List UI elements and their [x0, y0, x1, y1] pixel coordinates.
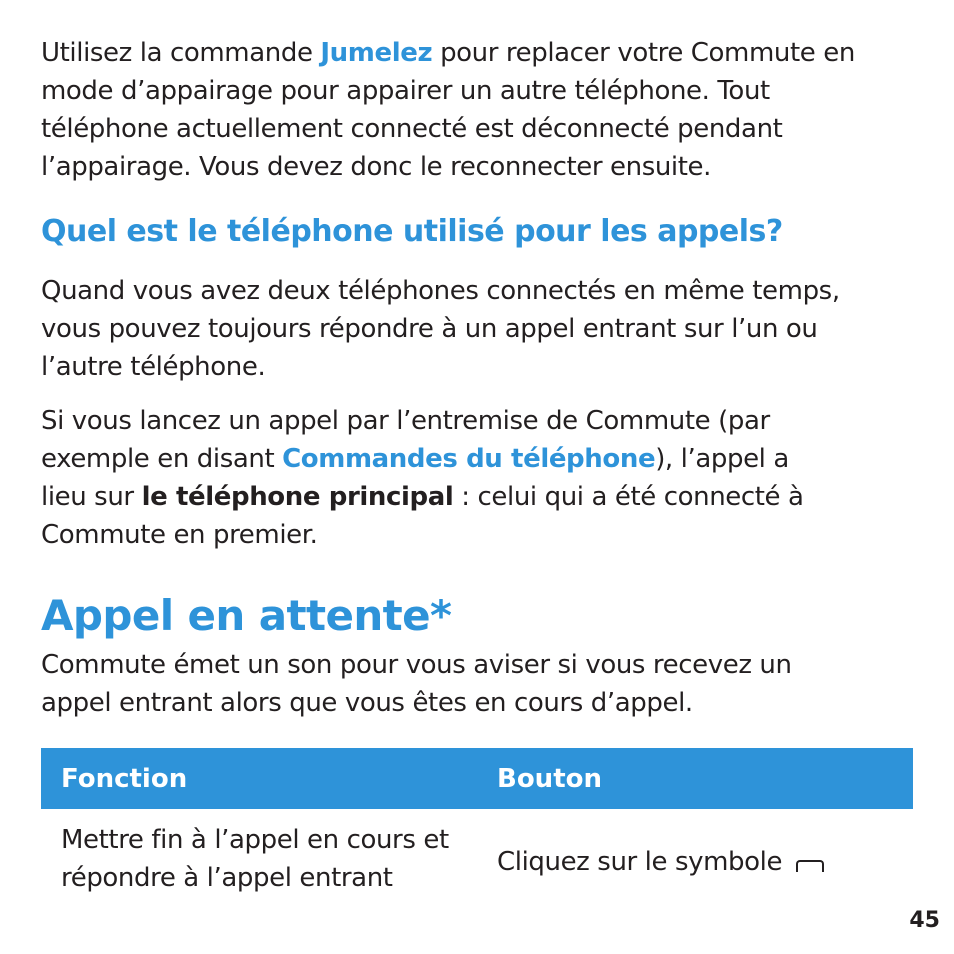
header-function: Fonction — [61, 763, 188, 794]
command-phone-commands: Commandes du téléphone — [282, 444, 656, 474]
para2-text-b: ), l’appel a lieu sur — [41, 444, 789, 512]
intro-text-after: pour replacer votre Commute en mode d’appairage pour appairer un autre téléphone. Tout téléphone actuellement connecté est déconnecté pendant l’appairage. Vous devez donc le reconnecter ensuite. — [41, 38, 855, 182]
header-button: Bouton — [497, 763, 602, 794]
page-content — [41, 34, 913, 722]
command-jumelez: Jumelez — [320, 38, 433, 68]
table-header — [41, 748, 913, 809]
section2-paragraph: Commute émet un son pour vous aviser si vous recevez un appel entrant alors que vous êtes en cours d’appel. — [41, 650, 792, 718]
function-table — [41, 748, 913, 897]
row-button-text: Cliquez sur le symbole — [497, 847, 783, 877]
row-button-cell — [477, 821, 824, 897]
row-function-text: Mettre fin à l’appel en cours et répondre à l’appel entrant — [61, 825, 449, 893]
section1-paragraph-1: Quand vous avez deux téléphones connectés en même temps, vous pouvez toujours répondre à un appel entrant sur l’un ou l’autre téléphone. — [41, 276, 840, 382]
page-number: 45 — [909, 908, 940, 933]
section-heading-call-waiting: Appel en attente* — [41, 591, 452, 640]
para2-text-a: Si vous lancez un appel par l’entremise de Commute (par exemple en disant — [41, 406, 770, 474]
row-function-cell — [41, 821, 477, 897]
intro-paragraph — [41, 34, 901, 186]
section-heading-phone-used: Quel est le téléphone utilisé pour les appels? — [41, 214, 783, 249]
para2-text-c: : celui qui a été connecté à Commute en premier. — [41, 482, 804, 550]
hang-up-icon — [796, 860, 824, 872]
primary-phone-label: le téléphone principal — [141, 482, 454, 512]
section1-paragraph-2 — [41, 402, 841, 554]
table-row — [41, 809, 913, 897]
intro-text-before: Utilisez la commande — [41, 38, 321, 68]
